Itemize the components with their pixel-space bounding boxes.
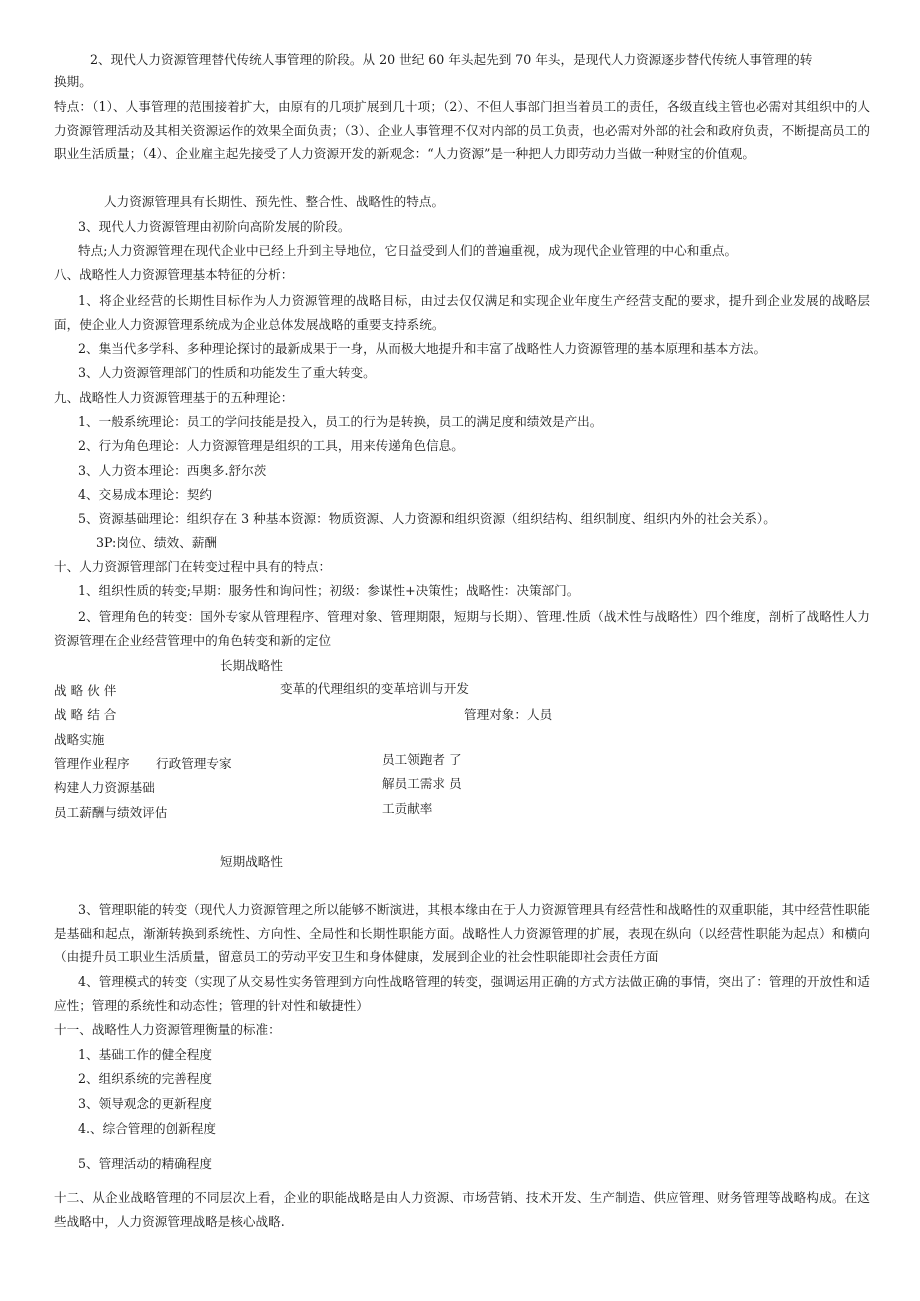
paragraph-9-5: 5、资源基础理论：组织存在 3 种基本资源：物质资源、人力资源和组织资源（组织结构、组织制度、组织内外的社会关系）。 — [78, 511, 776, 526]
paragraph-11-2: 2、组织系统的完善程度 — [78, 1071, 212, 1086]
diagram-long-term: 长期战略性 — [220, 658, 283, 673]
paragraph-hrm-features: 人力资源管理具有长期性、预先性、整合性、战略性的特点。 — [104, 194, 445, 209]
paragraph-8-1: 1、将企业经营的长期性目标作为人力资源管理的战略目标，由过去仅仅满足和实现企业年度生产经营支配的要求，提升到企业发展的战略层面，使企业人力资源管理系统成为企业总体发展战略的重要支持系统。 — [54, 293, 870, 332]
stage-2-text: 2、现代人力资源管理替代传统人事管理的阶段。从 20 世纪 60 年头起先到 70 年头，是现代人力资源逐步替代传统人事管理的转 — [90, 52, 813, 67]
diagram-employee-needs: 解员工需求 员 — [382, 776, 462, 791]
diagram-short-term: 短期战略性 — [220, 854, 283, 869]
paragraph-stage-2-tail: 换期。 — [54, 74, 92, 89]
paragraph-8-2: 2、集当代多学科、多种理论探讨的最新成果于一身，从而极大地提升和丰富了战略性人力资源管理的基本原理和基本方法。 — [78, 341, 767, 356]
paragraph-9-3: 3、人力资本理论：西奥多.舒尔茨 — [78, 463, 267, 478]
heading-section-9: 九、战略性人力资源管理基于的五种理论： — [54, 390, 294, 405]
paragraph-11-3: 3、领导观念的更新程度 — [78, 1096, 212, 1111]
paragraph-9-2: 2、行为角色理论：人力资源管理是组织的工具，用来传递角色信息。 — [78, 438, 464, 453]
heading-section-11: 十一、战略性人力资源管理衡量的标准： — [54, 1022, 281, 1037]
paragraph-11-5: 5、管理活动的精确程度 — [78, 1156, 212, 1171]
diagram-pay-evaluation: 员工薪酬与绩效评估 — [54, 805, 168, 820]
paragraph-9-1: 1、一般系统理论：员工的学问技能是投入，员工的行为是转换，员工的满足度和绩效是产出。 — [78, 414, 603, 429]
heading-section-8: 八、战略性人力资源管理基本特征的分析： — [54, 267, 294, 282]
diagram-strategic-combine: 战 略 结 合 — [54, 707, 117, 722]
heading-section-10: 十、人力资源管理部门在转变过程中具有的特点： — [54, 559, 332, 574]
diagram-strategy-implement: 战略实施 — [54, 732, 105, 747]
paragraph-11-4: 4.、综合管理的创新程度 — [78, 1121, 216, 1136]
paragraph-10-4: 4、管理模式的转变（实现了从交易性实务管理到方向性战略管理的转变，强调运用正确的方式方法做正确的事情，突出了：管理的开放性和适应性；管理的系统性和动态性；管理的针对性和敏捷性） — [54, 974, 870, 1013]
paragraph-10-1: 1、组织性质的转变;早期：服务性和询问性；初级：参谋性+决策性；战略性：决策部门。 — [78, 583, 580, 598]
paragraph-10-3: 3、管理职能的转变（现代人力资源管理之所以能够不断演进，其根本缘由在于人力资源管理具有经营性和战略性的双重职能，其中经营性职能是基础和起点，渐渐转换到系统性、方向性、全局性和长期性职能方面。战略性人力资源管理的扩展，表现在纵向（以经营性职能为起点）和横向（由提升员工职业生活质量，留意员工的劳动平安卫生和身体健康，发展到企业的社会性职能即社会责任方面 — [54, 902, 870, 964]
paragraph-10-2: 2、管理角色的转变：国外专家从管理程序、管理对象、管理期限，短期与长期）、管理.性质（战术性与战略性）四个维度，剖析了战略性人力资源管理在企业经营管理中的角色转变和新的定位 — [54, 609, 870, 648]
diagram-build-base: 构建人力资源基础 — [54, 780, 155, 795]
paragraph-9-4: 4、交易成本理论：契约 — [78, 487, 212, 502]
diagram-procedure: 管理作业程序 — [54, 756, 130, 771]
paragraph-section-12: 十二、从企业战略管理的不同层次上看，企业的职能战略是由人力资源、市场营销、技术开发、生产制造、供应管理、财务管理等战略构成。在这些战略中，人力资源管理战略是核心战略. — [54, 1190, 870, 1229]
paragraph-stage-2 — [54, 48, 884, 72]
diagram-change-agent: 变革的代理组织的变革培训与开发 — [280, 681, 469, 696]
diagram-admin-expert: 行政管理专家 — [156, 756, 232, 771]
diagram-target-people: 管理对象：人员 — [464, 707, 553, 722]
paragraph-stage-3: 3、现代人力资源管理由初阶向高阶发展的阶段。 — [78, 219, 351, 234]
paragraph-11-1: 1、基础工作的健全程度 — [78, 1047, 212, 1062]
diagram-strategic-partner: 战 略 伙 伴 — [54, 683, 117, 698]
paragraph-9-6: 3P:岗位、绩效、薪酬 — [96, 535, 218, 550]
diagram-employee-leader: 员工领跑者 了 — [382, 752, 462, 767]
paragraph-8-3: 3、人力资源管理部门的性质和功能发生了重大转变。 — [78, 365, 376, 380]
diagram-contribution: 工贡献率 — [382, 801, 433, 816]
paragraph-features-2: 特点;人力资源管理在现代企业中已经上升到主导地位，它日益受到人们的普遍重视，成为现代企业管理的中心和重点。 — [78, 243, 738, 258]
paragraph-features-1: 特点：（1）、人事管理的范围接着扩大，由原有的几项扩展到几十项；（2）、不但人事部门担当着员工的责任，各级直线主管也必需对其组织中的人力资源管理活动及其相关资源运作的效果全面负责；（3）、企业人事管理不仅对内部的员工负责，也必需对外部的社会和政府负责，不断提高员工的职业生活质量；（4）、企业雇主起先接受了人力资源开发的新观念：“人力资源”是一种把人力即劳动力当做一种财宝的价值观。 — [54, 99, 870, 161]
